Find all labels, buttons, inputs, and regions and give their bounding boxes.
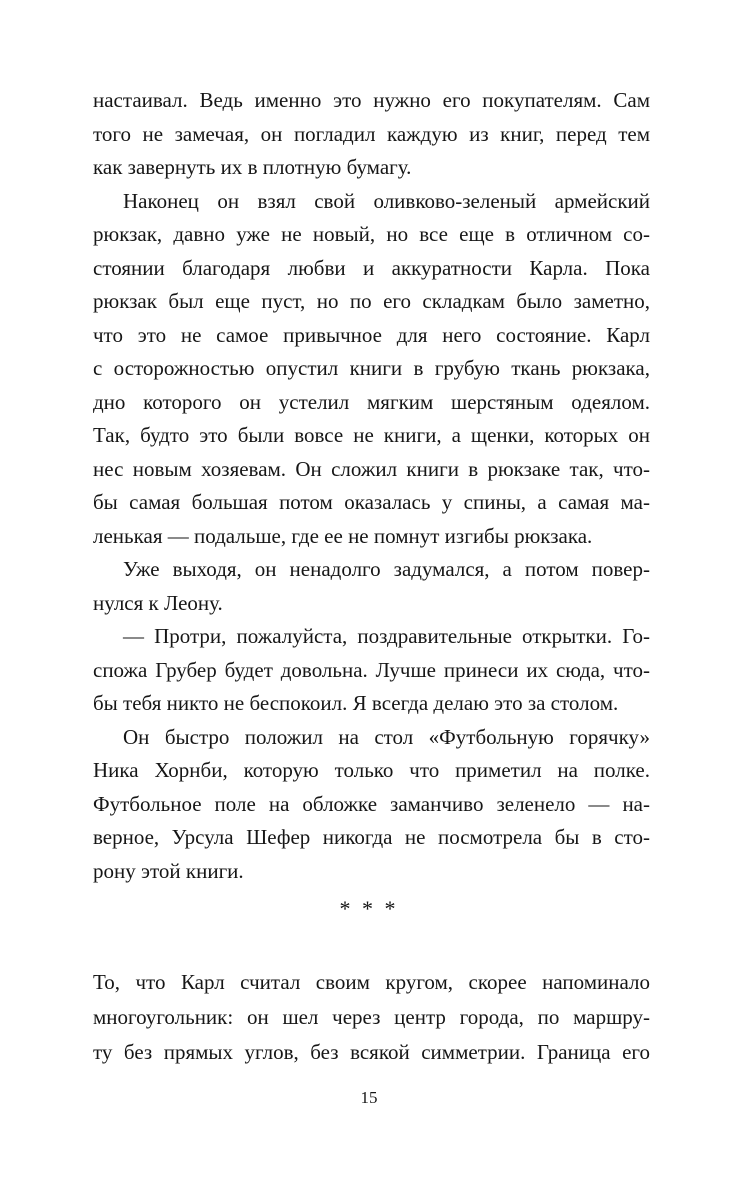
text-line: Наконец он взял свой оливково-зеленый армейский: [123, 188, 650, 213]
paragraph: [93, 185, 650, 554]
text-line: бы самая большая потом оказалась у спины, а самая ма-: [93, 490, 650, 514]
text-line: Ника Хорнби, которую только что приметил на полке.: [93, 758, 650, 782]
text-line: того не замечая, он погладил каждую из книг, перед тем: [93, 121, 650, 146]
text-line: То, что Карл считал своим кругом, скорее напоминало: [93, 970, 650, 994]
text-line: с осторожностью опустил книги в грубую ткань рюкзака,: [93, 356, 650, 380]
paragraph: [93, 965, 650, 1070]
text-line: нес новым хозяевам. Он сложил книги в рюкзаке так, что-: [93, 456, 650, 481]
text-line: верное, Урсула Шефер никогда не посмотрела бы в сто-: [93, 825, 650, 849]
text-line: Футбольное поле на обложке заманчиво зеленело — на-: [93, 791, 650, 816]
paragraph: [93, 620, 650, 721]
text-line: Он быстро положил на стол «Футбольную горячку»: [123, 724, 650, 749]
paragraph: [93, 721, 650, 889]
text-line: Так, будто это были вовсе не книги, а щенки, которых он: [93, 423, 650, 447]
text-line: что это не самое привычное для него состояние. Карл: [93, 322, 650, 347]
text-line: рону этой книги.: [93, 858, 244, 883]
paragraph: [93, 84, 650, 185]
text-section-bottom: [93, 965, 650, 1070]
text-line: нулся к Леону.: [93, 590, 223, 615]
text-line: как завернуть их в плотную бумагу.: [93, 155, 412, 179]
text-line: спожа Грубер будет довольна. Лучше принеси их сюда, что-: [93, 657, 650, 682]
page-number: 15: [360, 1088, 378, 1107]
paragraph: [93, 553, 650, 620]
text-line: рюкзак, давно уже не новый, но все еще в отличном со-: [93, 222, 650, 246]
text-line: рюкзак был еще пуст, но по его складкам было заметно,: [93, 289, 650, 313]
text-line: ту без прямых углов, без всякой симметрии. Граница его: [93, 1040, 650, 1064]
text-line: — Протри, пожалуйста, поздравительные открытки. Го-: [123, 624, 650, 648]
text-line: бы тебя никто не беспокоил. Я всегда делаю это за столом.: [93, 691, 619, 715]
text-line: настаивал. Ведь именно это нужно его покупателям. Сам: [93, 88, 650, 112]
text-line: Уже выходя, он ненадолго задумался, а потом повер-: [123, 557, 650, 581]
text-line: дно которого он устелил мягким шерстяным одеялом.: [93, 389, 650, 414]
text-line: ленькая — подальше, где ее не помнут изгибы рюкзака.: [93, 523, 593, 548]
section-separator: * * *: [339, 896, 399, 921]
text-section-top: [93, 84, 650, 888]
text-line: многоугольник: он шел через центр города, по маршру-: [93, 1005, 650, 1029]
text-line: стоянии благодаря любви и аккуратности Карла. Пока: [93, 255, 650, 280]
